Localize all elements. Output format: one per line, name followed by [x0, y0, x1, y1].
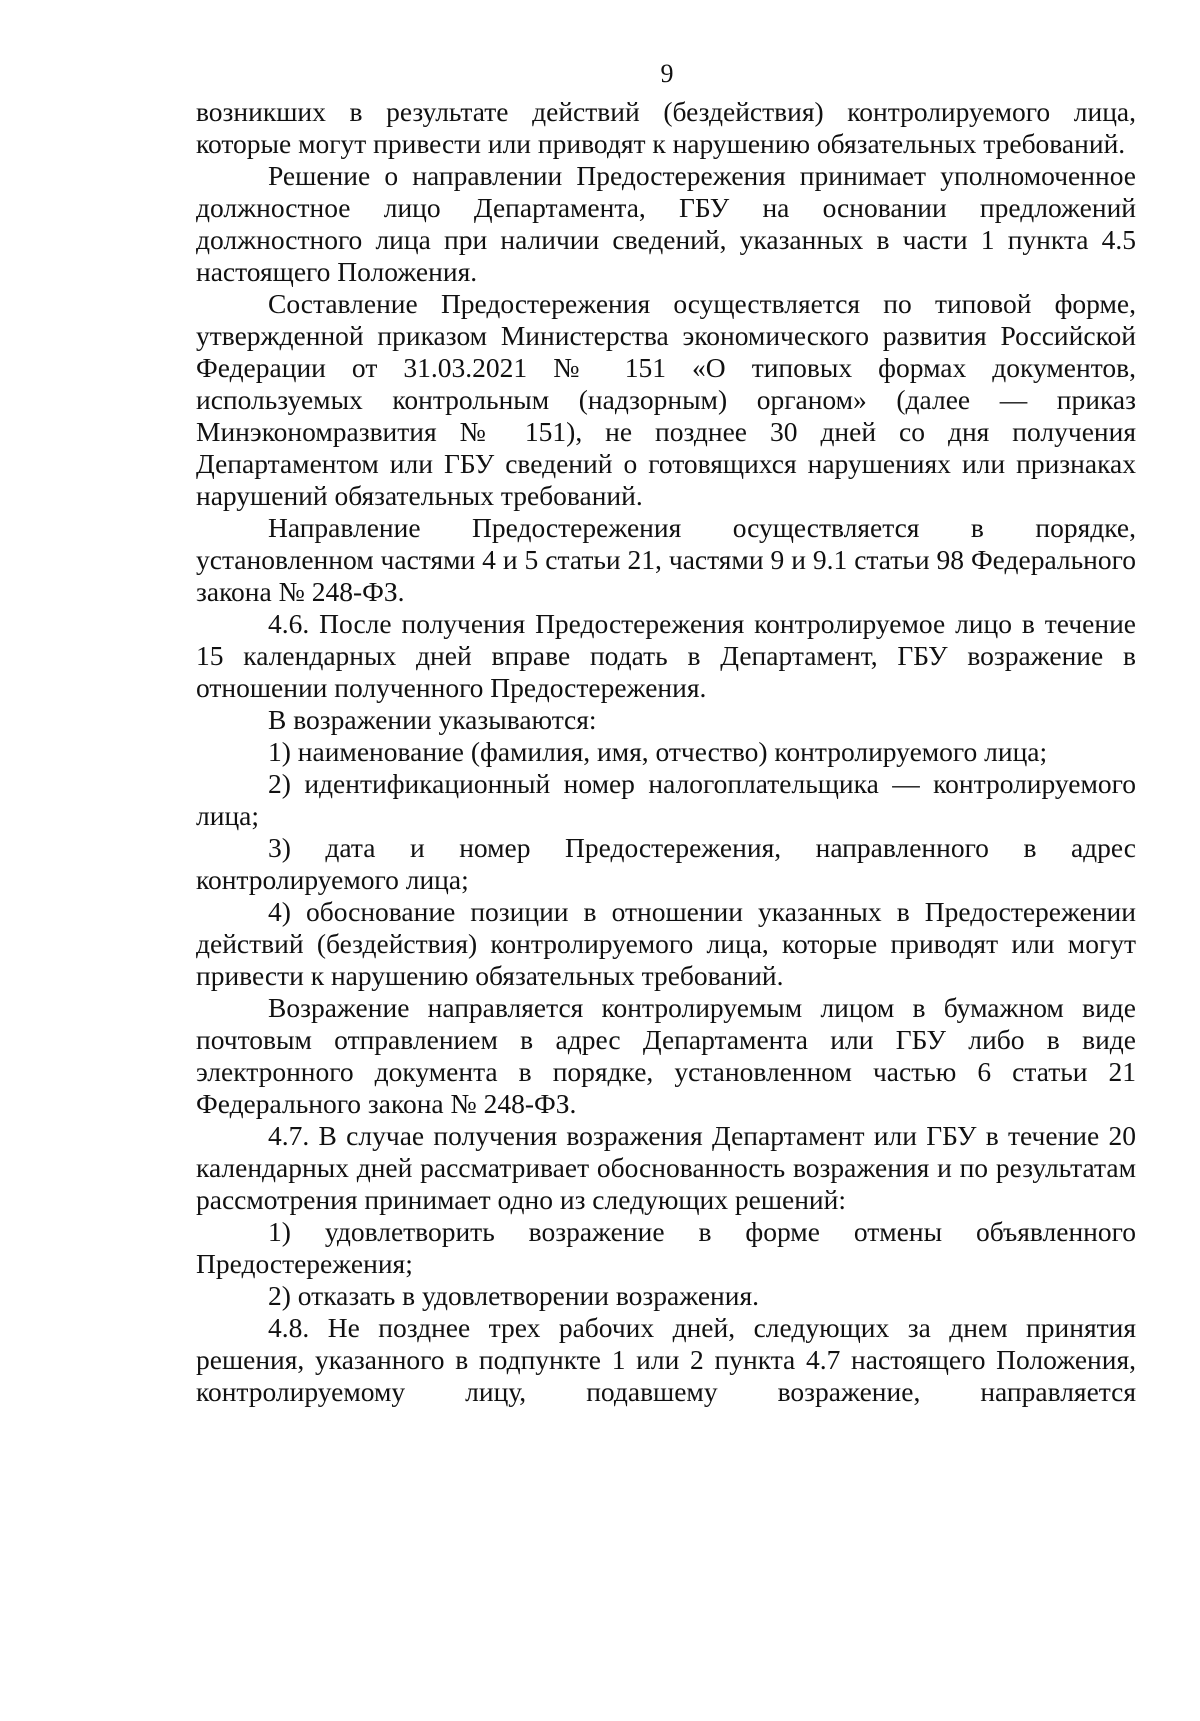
document-page [196, 58, 1136, 1658]
list-item: 2) отказать в удовлетворении возражения. [268, 1280, 760, 1311]
paragraph: Направление Предостережения осуществляется в порядке, установленном частями 4 и 5 статьи 21, частями 9 и 9.1 статьи 98 Федерального закона № 248-ФЗ. [196, 512, 1136, 607]
page-number: 9 [660, 59, 674, 88]
list-item: 1) наименование (фамилия, имя, отчество) контролируемого лица; [268, 736, 1048, 767]
list-item: 4) обоснование позиции в отношении указанных в Предостережении действий (бездействия) контролируемого лица, которые приводят или могут привести к нарушению обязательных требований. [196, 896, 1136, 991]
paragraph: 4.6. После получения Предостережения контролируемое лицо в течение 15 календарных дней вправе подать в Департамент, ГБУ возражение в отношении полученного Предостережения. [196, 608, 1136, 703]
list-item: 3) дата и номер Предостережения, направленного в адрес контролируемого лица; [196, 832, 1136, 895]
list-item: 1) удовлетворить возражение в форме отмены объявленного Предостережения; [196, 1216, 1136, 1279]
document-body [196, 96, 1136, 1408]
paragraph: В возражении указываются: [268, 704, 597, 735]
paragraph: 4.8. Не позднее трех рабочих дней, следующих за днем принятия решения, указанного в подпункте 1 или 2 пункта 4.7 настоящего Положения, контролируемому лицу, подавшему возражение, направляется [196, 1312, 1136, 1407]
paragraph: Решение о направлении Предостережения принимает уполномоченное должностное лицо Департамента, ГБУ на основании предложений должностного лица при наличии сведений, указанных в части 1 пункта 4.5 настоящего Положения. [196, 160, 1136, 287]
paragraph: Составление Предостережения осуществляется по типовой форме, утвержденной приказом Министерства экономического развития Российской Федерации от 31.03.2021 № 151 «О типовых формах документов, используемых контрольным (надзорным) органом» (далее — приказ Минэкономразвития № 151), не позднее 30 дней со дня получения Департаментом или ГБУ сведений о готовящихся нарушениях или признаках нарушений обязательных требований. [196, 288, 1136, 511]
list-item: 2) идентификационный номер налогоплательщика — контролируемого лица; [196, 768, 1136, 831]
paragraph: 4.7. В случае получения возражения Департамент или ГБУ в течение 20 календарных дней рассматривает обоснованность возражения и по результатам рассмотрения принимает одно из следующих решений: [196, 1120, 1136, 1215]
paragraph: возникших в результате действий (бездействия) контролируемого лица, которые могут привести или приводят к нарушению обязательных требований. [196, 96, 1136, 159]
paragraph: Возражение направляется контролируемым лицом в бумажном виде почтовым отправлением в адрес Департамента или ГБУ либо в виде электронного документа в порядке, установленном частью 6 статьи 21 Федерального закона № 248-ФЗ. [196, 992, 1136, 1119]
